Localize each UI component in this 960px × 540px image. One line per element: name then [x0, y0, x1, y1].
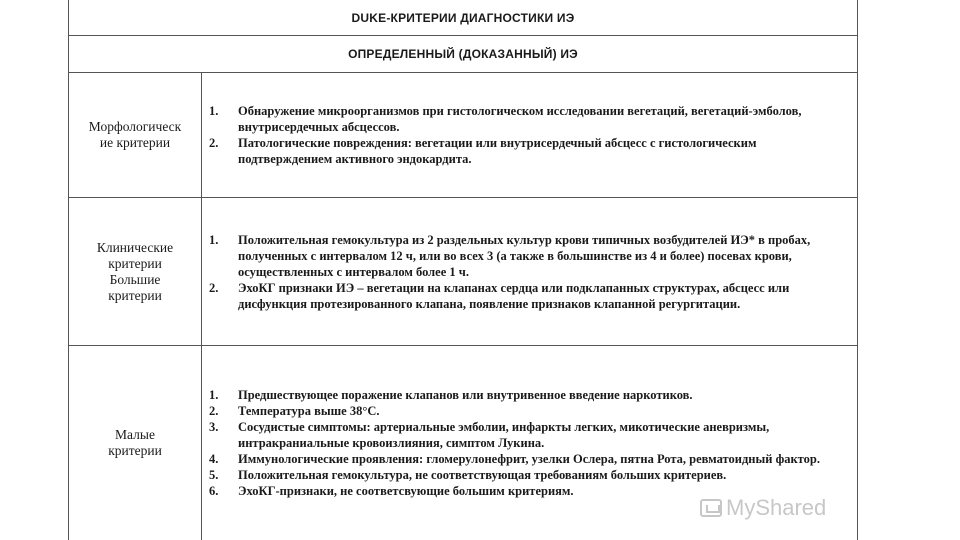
item-number: 2.: [209, 136, 219, 150]
list-item: [202, 451, 847, 467]
row-content-cell: [202, 198, 857, 345]
list-item: [202, 467, 847, 483]
list-item: [202, 103, 847, 135]
item-number: 3.: [209, 420, 219, 434]
item-text: ЭхоКГ-признаки, не соответсвующие большим критериям.: [238, 484, 574, 498]
table-row-major: [69, 198, 857, 346]
item-text: Сосудистые симптомы: артериальные эмболии, инфаркты легких, микотические аневризмы, интракраниальные кровоизлияния, симптом Лукина.: [238, 420, 770, 450]
list-item: [202, 403, 847, 419]
criteria-list: [202, 103, 847, 167]
criteria-list: [202, 387, 847, 499]
table-subtitle-row: [69, 36, 857, 73]
item-text: Предшествующее поражение клапанов или внутривенное введение наркотиков.: [238, 388, 693, 402]
item-text: Обнаружение микроорганизмов при гистологическом исследовании вегетаций, вегетаций-эмболов, внутрисердечных абсцессов.: [238, 104, 802, 134]
list-item: [202, 419, 847, 451]
item-text: Температура выше 38°С.: [238, 404, 380, 418]
row-label: Малые критерии: [108, 427, 162, 458]
item-text: Положительная гемокультура, не соответствующая требованиям больших критериев.: [238, 468, 727, 482]
item-number: 2.: [209, 404, 219, 418]
item-number: 2.: [209, 280, 219, 295]
criteria-table: [68, 0, 858, 540]
criteria-list: [202, 232, 847, 312]
item-text: Патологические повреждения: вегетации или внутрисердечный абсцесс с гистологическим подтверждением активного эндокардита.: [238, 136, 757, 166]
table-subtitle: ОПРЕДЕЛЕННЫЙ (ДОКАЗАННЫЙ) ИЭ: [348, 47, 578, 61]
row-label-cell: [69, 346, 202, 540]
row-label: Клинические критерии Большие критерии: [96, 239, 174, 303]
row-label-cell: [69, 73, 202, 197]
table-row-morphological: [69, 73, 857, 198]
list-item: [202, 387, 847, 403]
table-title-row: [69, 0, 857, 36]
watermark-text: MyShared: [726, 495, 827, 520]
item-text: ЭхоКГ признаки ИЭ – вегетации на клапанах сердца или подклапанных структурах, абсцесс или дисфункция протезированного клапана, появление признаков клапанной регургитации.: [238, 280, 790, 311]
item-number: 4.: [209, 452, 219, 466]
item-number: 6.: [209, 484, 219, 498]
row-content-cell: [202, 73, 857, 197]
list-item: [202, 135, 847, 167]
list-item: [202, 232, 847, 280]
item-text: Положительная гемокультура из 2 раздельных культур крови типичных возбудителей ИЭ* в пробах, полученных с интервалом 12 ч, или во всех 3 (а также в большинстве из 4 и более) посевах крови, осуществленных с интервалом более 1 ч.: [238, 232, 811, 279]
item-text: Иммунологические проявления: гломерулонефрит, узелки Ослера, пятна Рота, ревматоидный фактор.: [238, 452, 820, 466]
row-label: Морфологическ ие критерии: [88, 119, 182, 150]
row-label-cell: [69, 198, 202, 345]
list-item: [202, 280, 847, 312]
item-number: 1.: [209, 388, 219, 402]
presentation-icon: [700, 499, 722, 517]
table-title: DUKE-КРИТЕРИИ ДИАГНОСТИКИ ИЭ: [351, 10, 575, 25]
item-number: 1.: [209, 104, 219, 118]
watermark: [700, 495, 826, 521]
item-number: 1.: [209, 232, 219, 247]
item-number: 5.: [209, 468, 219, 482]
